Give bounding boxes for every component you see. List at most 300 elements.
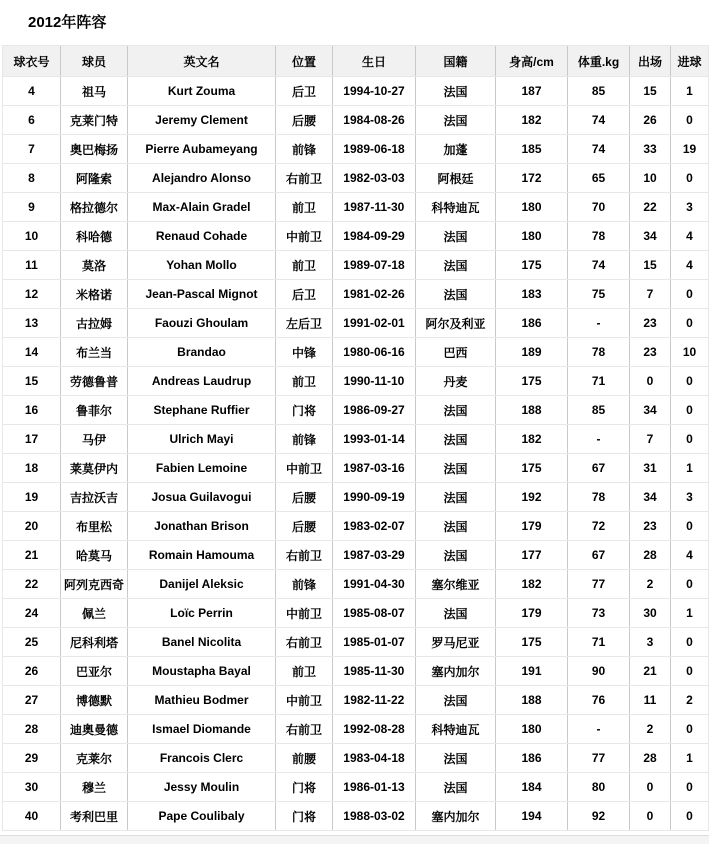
column-header-nationality: 国籍 [416,46,496,77]
cell-nationality: 法国 [416,396,496,425]
cell-weight: 78 [568,483,630,512]
cell-appearances: 23 [630,512,671,541]
cell-english-name: Jeremy Clement [128,106,276,135]
cell-position: 中前卫 [276,222,333,251]
cell-position: 后卫 [276,77,333,106]
table-row [3,657,709,686]
cell-player-name: 莫洛 [61,251,128,280]
column-header-position: 位置 [276,46,333,77]
cell-english-name: Francois Clerc [128,744,276,773]
cell-goals: 19 [671,135,709,164]
cell-nationality: 法国 [416,686,496,715]
cell-nationality: 法国 [416,106,496,135]
cell-weight: - [568,715,630,744]
cell-weight: 71 [568,628,630,657]
column-header-goals: 进球 [671,46,709,77]
cell-nationality: 科特迪瓦 [416,715,496,744]
cell-birthday: 1980-06-16 [333,338,416,367]
cell-player-name: 巴亚尔 [61,657,128,686]
cell-appearances: 33 [630,135,671,164]
cell-english-name: Ismael Diomande [128,715,276,744]
cell-nationality: 法国 [416,251,496,280]
cell-position: 中前卫 [276,599,333,628]
cell-height: 179 [496,599,568,628]
cell-nationality: 法国 [416,454,496,483]
cell-goals: 0 [671,106,709,135]
cell-english-name: Loïc Perrin [128,599,276,628]
cell-height: 179 [496,512,568,541]
column-header-english-name: 英文名 [128,46,276,77]
cell-birthday: 1981-02-26 [333,280,416,309]
column-header-height: 身高/cm [496,46,568,77]
cell-height: 189 [496,338,568,367]
cell-player-name: 马伊 [61,425,128,454]
cell-weight: 65 [568,164,630,193]
cell-player-name: 阿列克西奇 [61,570,128,599]
cell-jersey-number: 25 [3,628,61,657]
cell-position: 右前卫 [276,628,333,657]
cell-player-name: 劳德鲁普 [61,367,128,396]
cell-nationality: 法国 [416,541,496,570]
table-row [3,193,709,222]
cell-jersey-number: 6 [3,106,61,135]
cell-nationality: 科特迪瓦 [416,193,496,222]
cell-weight: 74 [568,106,630,135]
cell-appearances: 3 [630,628,671,657]
cell-goals: 3 [671,483,709,512]
cell-birthday: 1985-01-07 [333,628,416,657]
cell-appearances: 15 [630,251,671,280]
cell-height: 182 [496,570,568,599]
cell-english-name: Faouzi Ghoulam [128,309,276,338]
table-row [3,367,709,396]
table-row [3,164,709,193]
cell-birthday: 1984-09-29 [333,222,416,251]
column-header-birthday: 生日 [333,46,416,77]
cell-appearances: 26 [630,106,671,135]
table-row [3,715,709,744]
cell-position: 中前卫 [276,454,333,483]
cell-birthday: 1989-07-18 [333,251,416,280]
cell-goals: 0 [671,280,709,309]
cell-weight: 75 [568,280,630,309]
cell-jersey-number: 26 [3,657,61,686]
cell-nationality: 丹麦 [416,367,496,396]
cell-goals: 0 [671,628,709,657]
cell-appearances: 30 [630,599,671,628]
cell-weight: 67 [568,454,630,483]
cell-position: 右前卫 [276,164,333,193]
cell-weight: 85 [568,396,630,425]
cell-height: 175 [496,628,568,657]
cell-position: 前卫 [276,657,333,686]
cell-appearances: 34 [630,396,671,425]
cell-birthday: 1986-01-13 [333,773,416,802]
cell-weight: 78 [568,222,630,251]
cell-birthday: 1990-11-10 [333,367,416,396]
cell-jersey-number: 22 [3,570,61,599]
cell-player-name: 博德默 [61,686,128,715]
cell-jersey-number: 30 [3,773,61,802]
cell-nationality: 塞内加尔 [416,802,496,831]
cell-position: 后腰 [276,512,333,541]
cell-english-name: Stephane Ruffier [128,396,276,425]
cell-nationality: 加蓬 [416,135,496,164]
cell-position: 门将 [276,773,333,802]
cell-position: 右前卫 [276,541,333,570]
cell-weight: 85 [568,77,630,106]
cell-birthday: 1987-11-30 [333,193,416,222]
table-row [3,77,709,106]
cell-player-name: 克莱尔 [61,744,128,773]
cell-english-name: Alejandro Alonso [128,164,276,193]
cell-english-name: Moustapha Bayal [128,657,276,686]
cell-goals: 2 [671,686,709,715]
cell-height: 191 [496,657,568,686]
cell-appearances: 22 [630,193,671,222]
cell-weight: 77 [568,570,630,599]
cell-birthday: 1985-08-07 [333,599,416,628]
cell-jersey-number: 8 [3,164,61,193]
cell-position: 前锋 [276,425,333,454]
cell-goals: 0 [671,309,709,338]
cell-nationality: 法国 [416,773,496,802]
cell-english-name: Max-Alain Gradel [128,193,276,222]
cell-nationality: 阿尔及利亚 [416,309,496,338]
cell-player-name: 尼科利塔 [61,628,128,657]
cell-english-name: Josua Guilavogui [128,483,276,512]
cell-jersey-number: 20 [3,512,61,541]
cell-nationality: 法国 [416,744,496,773]
table-row [3,425,709,454]
cell-height: 194 [496,802,568,831]
cell-english-name: Banel Nicolita [128,628,276,657]
cell-birthday: 1987-03-29 [333,541,416,570]
cell-goals: 4 [671,222,709,251]
cell-jersey-number: 15 [3,367,61,396]
table-row [3,222,709,251]
cell-position: 前锋 [276,570,333,599]
cell-goals: 0 [671,367,709,396]
cell-player-name: 考利巴里 [61,802,128,831]
cell-appearances: 0 [630,367,671,396]
cell-height: 177 [496,541,568,570]
cell-birthday: 1992-08-28 [333,715,416,744]
cell-english-name: Andreas Laudrup [128,367,276,396]
cell-goals: 1 [671,599,709,628]
table-row [3,541,709,570]
cell-position: 前锋 [276,135,333,164]
cell-birthday: 1986-09-27 [333,396,416,425]
cell-jersey-number: 28 [3,715,61,744]
cell-jersey-number: 9 [3,193,61,222]
cell-appearances: 23 [630,338,671,367]
table-row [3,773,709,802]
cell-player-name: 布里松 [61,512,128,541]
cell-weight: 74 [568,251,630,280]
cell-height: 192 [496,483,568,512]
cell-birthday: 1984-08-26 [333,106,416,135]
cell-appearances: 7 [630,425,671,454]
cell-jersey-number: 13 [3,309,61,338]
cell-goals: 4 [671,251,709,280]
cell-jersey-number: 19 [3,483,61,512]
cell-jersey-number: 18 [3,454,61,483]
cell-goals: 1 [671,77,709,106]
cell-birthday: 1982-11-22 [333,686,416,715]
cell-position: 中锋 [276,338,333,367]
cell-position: 右前卫 [276,715,333,744]
cell-weight: 90 [568,657,630,686]
table-header-row [3,46,709,77]
cell-birthday: 1991-02-01 [333,309,416,338]
cell-birthday: 1982-03-03 [333,164,416,193]
cell-height: 183 [496,280,568,309]
cell-english-name: Kurt Zouma [128,77,276,106]
cell-height: 180 [496,193,568,222]
cell-appearances: 10 [630,164,671,193]
cell-height: 175 [496,454,568,483]
cell-position: 前卫 [276,251,333,280]
cell-appearances: 15 [630,77,671,106]
cell-appearances: 0 [630,773,671,802]
cell-nationality: 阿根廷 [416,164,496,193]
table-row [3,396,709,425]
cell-height: 180 [496,715,568,744]
table-row [3,338,709,367]
cell-height: 172 [496,164,568,193]
cell-nationality: 法国 [416,280,496,309]
cell-english-name: Jonathan Brison [128,512,276,541]
cell-position: 中前卫 [276,686,333,715]
cell-height: 180 [496,222,568,251]
cell-player-name: 奥巴梅扬 [61,135,128,164]
cell-player-name: 阿隆索 [61,164,128,193]
cell-birthday: 1983-04-18 [333,744,416,773]
squad-table [2,45,709,831]
cell-english-name: Yohan Mollo [128,251,276,280]
cell-nationality: 罗马尼亚 [416,628,496,657]
cell-goals: 0 [671,164,709,193]
cell-position: 前卫 [276,367,333,396]
cell-birthday: 1990-09-19 [333,483,416,512]
cell-goals: 0 [671,425,709,454]
cell-birthday: 1987-03-16 [333,454,416,483]
cell-jersey-number: 17 [3,425,61,454]
cell-jersey-number: 40 [3,802,61,831]
cell-height: 182 [496,106,568,135]
cell-appearances: 21 [630,657,671,686]
cell-position: 前卫 [276,193,333,222]
cell-weight: 74 [568,135,630,164]
cell-weight: 92 [568,802,630,831]
cell-english-name: Ulrich Mayi [128,425,276,454]
cell-position: 后卫 [276,280,333,309]
cell-height: 186 [496,309,568,338]
cell-jersey-number: 11 [3,251,61,280]
table-row [3,599,709,628]
cell-weight: - [568,425,630,454]
column-header-weight: 体重.kg [568,46,630,77]
cell-appearances: 2 [630,715,671,744]
cell-birthday: 1983-02-07 [333,512,416,541]
cell-weight: - [568,309,630,338]
cell-nationality: 巴西 [416,338,496,367]
cell-jersey-number: 7 [3,135,61,164]
table-row [3,280,709,309]
table-row [3,483,709,512]
table-row [3,744,709,773]
cell-goals: 0 [671,396,709,425]
cell-goals: 0 [671,802,709,831]
cell-jersey-number: 21 [3,541,61,570]
cell-goals: 4 [671,541,709,570]
cell-nationality: 法国 [416,222,496,251]
cell-appearances: 11 [630,686,671,715]
cell-goals: 1 [671,744,709,773]
cell-jersey-number: 29 [3,744,61,773]
cell-goals: 0 [671,773,709,802]
cell-jersey-number: 27 [3,686,61,715]
cell-position: 后腰 [276,106,333,135]
cell-weight: 67 [568,541,630,570]
cell-weight: 70 [568,193,630,222]
cell-jersey-number: 4 [3,77,61,106]
cell-player-name: 鲁菲尔 [61,396,128,425]
cell-jersey-number: 14 [3,338,61,367]
cell-english-name: Fabien Lemoine [128,454,276,483]
page-title: 2012年阵容 [28,14,107,31]
cell-birthday: 1989-06-18 [333,135,416,164]
cell-height: 185 [496,135,568,164]
table-row [3,309,709,338]
cell-height: 187 [496,77,568,106]
cell-weight: 73 [568,599,630,628]
table-row [3,251,709,280]
cell-birthday: 1994-10-27 [333,77,416,106]
cell-weight: 77 [568,744,630,773]
cell-english-name: Brandao [128,338,276,367]
cell-height: 182 [496,425,568,454]
table-row [3,106,709,135]
table-row [3,454,709,483]
cell-player-name: 米格诺 [61,280,128,309]
cell-nationality: 法国 [416,77,496,106]
cell-position: 门将 [276,802,333,831]
cell-jersey-number: 16 [3,396,61,425]
cell-jersey-number: 12 [3,280,61,309]
cell-weight: 78 [568,338,630,367]
cell-height: 186 [496,744,568,773]
cell-nationality: 塞内加尔 [416,657,496,686]
cell-birthday: 1988-03-02 [333,802,416,831]
table-row [3,512,709,541]
cell-height: 184 [496,773,568,802]
cell-appearances: 34 [630,222,671,251]
cell-nationality: 法国 [416,599,496,628]
cell-weight: 76 [568,686,630,715]
cell-english-name: Pape Coulibaly [128,802,276,831]
cell-player-name: 哈莫马 [61,541,128,570]
cell-height: 175 [496,367,568,396]
cell-english-name: Renaud Cohade [128,222,276,251]
cell-goals: 10 [671,338,709,367]
table-body [3,77,709,831]
cell-appearances: 2 [630,570,671,599]
table-row [3,570,709,599]
cell-goals: 1 [671,454,709,483]
cell-english-name: Jean-Pascal Mignot [128,280,276,309]
cell-appearances: 28 [630,541,671,570]
cell-player-name: 古拉姆 [61,309,128,338]
cell-birthday: 1993-01-14 [333,425,416,454]
cell-player-name: 祖马 [61,77,128,106]
cell-nationality: 法国 [416,512,496,541]
table-row [3,802,709,831]
table-row [3,628,709,657]
cell-goals: 0 [671,715,709,744]
cell-appearances: 34 [630,483,671,512]
cell-appearances: 7 [630,280,671,309]
cell-player-name: 迪奥曼德 [61,715,128,744]
cell-player-name: 穆兰 [61,773,128,802]
cell-appearances: 28 [630,744,671,773]
cell-goals: 3 [671,193,709,222]
cell-goals: 0 [671,570,709,599]
cell-player-name: 科哈德 [61,222,128,251]
cell-height: 188 [496,396,568,425]
cell-english-name: Danijel Aleksic [128,570,276,599]
cell-position: 前腰 [276,744,333,773]
table-row [3,135,709,164]
cell-weight: 71 [568,367,630,396]
table-row [3,686,709,715]
cell-position: 后腰 [276,483,333,512]
column-header-appearances: 出场 [630,46,671,77]
cell-goals: 0 [671,657,709,686]
cell-appearances: 0 [630,802,671,831]
cell-player-name: 吉拉沃吉 [61,483,128,512]
cell-english-name: Romain Hamouma [128,541,276,570]
cell-player-name: 莱莫伊内 [61,454,128,483]
table-footer-strip [0,835,709,844]
cell-weight: 80 [568,773,630,802]
column-header-jersey-number: 球衣号 [3,46,61,77]
cell-player-name: 布兰当 [61,338,128,367]
cell-nationality: 法国 [416,425,496,454]
cell-english-name: Mathieu Bodmer [128,686,276,715]
cell-position: 左后卫 [276,309,333,338]
cell-player-name: 格拉德尔 [61,193,128,222]
cell-height: 175 [496,251,568,280]
cell-nationality: 塞尔维亚 [416,570,496,599]
cell-appearances: 31 [630,454,671,483]
cell-player-name: 克莱门特 [61,106,128,135]
cell-jersey-number: 24 [3,599,61,628]
cell-player-name: 佩兰 [61,599,128,628]
cell-birthday: 1991-04-30 [333,570,416,599]
cell-nationality: 法国 [416,483,496,512]
cell-height: 188 [496,686,568,715]
cell-english-name: Jessy Moulin [128,773,276,802]
column-header-player-name: 球员 [61,46,128,77]
cell-weight: 72 [568,512,630,541]
cell-position: 门将 [276,396,333,425]
cell-goals: 0 [671,512,709,541]
cell-birthday: 1985-11-30 [333,657,416,686]
cell-jersey-number: 10 [3,222,61,251]
cell-english-name: Pierre Aubameyang [128,135,276,164]
